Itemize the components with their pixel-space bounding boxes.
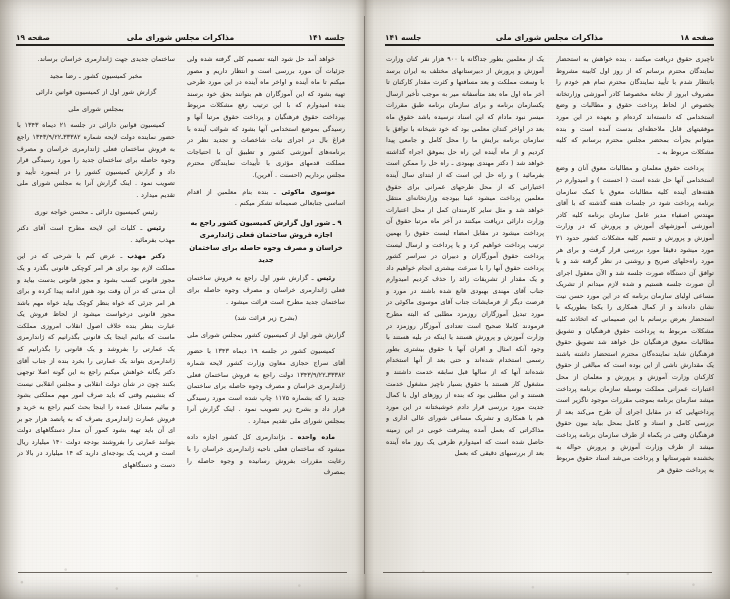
page-number-left: جلسه ۱۴۱ xyxy=(308,33,345,42)
running-head-right xyxy=(385,20,714,42)
columns-left-page xyxy=(16,54,345,566)
speaker-name: رئیس xyxy=(316,274,335,283)
paragraph: یک از معلمین بطور جداگانه با ۹۰۰ هزار نفر کنان وزارت آموزش و پرورش از دبیرستانهای مختلف به ایران برسد با وسعت مملکت و بعد مسافتها و کثرت مقدار کارکنان تا آخر ماه اول ماه بعد متأسفانه میر به موجب تأخیر ارسال یکسازمان برنامه و برای سازمان برنامه طبق مقررات میسر نبود مادام که این اسناد نرسیده باشد حقوق ماه بعد در اواخر کندان معلمی بود که خود شیخانه با توافق با سازمان برنامه برایش ما را محل کامل و جامعی پیدا کردیم و از ماه آینده این راه حل بموفق اجراء گذاشته خواهد شد ( دکتر مهندی بهبودی ـ راه حل را ممکن است بفرمائید ) و راه حل این است که از ابتدای سال آینده اختیاراتی که از محل طرحهای عمرانی برای حقوق معلمین پرداخت میشود عینا بیودجه وزارتخانه‌ای منتقل خواهد شد و مثل سایر کارمندان کمل از محل اعتبارات وزارت دارائی دریافت میکنند در آخر ماه مرتبا حقوق آن پرداخت میشود در مقابل امضاء لیست حقوق را بهمین ترتیب پرداخت خواهیم کرد و یا پرداخت و ارسال لیست پرداخت حقوق آموزگاران و دبیران در سراسر کشور پرداخت حقوق آنها را با سرعت بیشتری انجام خواهیم داد و یک مقدار از تشریفات زائد را حذف کردیم امیدوارم جناب آقای مهندی بهبودی قانع شده باشند در مورد و فرصت دیگر از فرمایشات جناب آقای موسوی ماکوئی در مورد تبدیل آموزگاران روزمزد مطلبی که البته مطرح فرمودند کاملا صحیح است تعدادی آموزگار روزمزد در وزارت آموزش و پرورش هستند یا اینکه در بلیه هستند با وجود آنکه امثال و اقران آنها با حقوق بیشتری بطور رسمی استخدام شده‌اند و حتی بعد از آنها استخدام شده‌اند آنها که از سالها قبل سابقه خدمت داشتند و مشغول کار هستند با حقوق بسیار ناچیز مشغول خدمت هستند و این مطلبی بود که بنده از روزهای اول با کمال جدیت مورد بررسی قرار دادم خوشبختانه در این مورد هم با همکاری و تشریک مساعی شورای عالی اداری و مذاکراتی که بعمل آمده پیشرفت خوبی در این زمینه حاصل شده است که امیدوارم ظرفی یک روز ماه آینده بعد از بررسیهای دقیقی که بعمل xyxy=(386,55,544,458)
paragraph: خواهد آمد حل شود البته تصمیم کلی گرفته شده ولی جزئیات آن مورد بررسی است و انتظار داریم و مصور میکنم تا ماه آینده و اواخر ماه آینده در این مورد طرحی تهیه بشود که این آموزگاران هم بتوانند بحق خود برسند بنده امیدوارم که با این ترتیب رفع مشکلات مربوط بپرداخت حقوق فرهنگیان و پرداخت حقوق مرتبا آنها و رسیدگی بموضع استخدامی آنها بشود که شوائب آینده با فراغ بال در اجرای نیات شاخصات و تجدید نظر در برنامه‌های آموزشی کشور و تطبیق آن با احتیاجات مملکت قدمهای مؤثری با تأییدات نمایندگان محترم مجلس برداریم (احسنت . آفرین). xyxy=(187,55,345,179)
page-number-right: جلسه ۱۴۱ xyxy=(385,33,422,42)
page-right xyxy=(365,0,730,599)
speech-text: ـ کلیات این لایحه مطرح است آقای دکتر مهذب بفرمائید . xyxy=(17,224,175,244)
clause-text: ـ بژاندارمری کل کشور اجازه داده میشود که ساختمان فعلی ناحیه ژاندارمری خراسان را با رعایت مقررات بفروش رسانیده و وجوه حاصله را بمصرف xyxy=(187,433,345,477)
paragraph: کمیسیون کشور در جلسه ۱۹ دیماه ۱۳۴۳ با حضور آقای سراج حجازی معاون وزارت کشور لایحه شماره ۳۳۳۸۲ـ۱۳۴۳/۹/۲۲ دولت راجع به فروش ساختمان فعلی ژاندارمری خراسان و مصرف وجوه حاصله برای ساختمان جدید را که بشماره ۱۱۷۵ چاپ شده است مورد رسیدگی قرار داد و بشرح زیر تصویب نمود . اینک گزارش آنرا بمجلس شورای ملی تقدیم میدارد . xyxy=(187,347,345,425)
report-addressee: بمجلس شورای ملی xyxy=(68,104,124,113)
agenda-item-heading: ۹ ـ شور اول گزارش کمیسیون کشور راجع به اجازه فروش ساختمان فعلی ژاندارمری خراسان و مصرف وجوه حاصله برای ساختمان جدید xyxy=(189,218,343,264)
running-title-left: مذاکرات مجلس شورای ملی xyxy=(126,33,235,42)
running-title-right: مذاکرات مجلس شورای ملی xyxy=(495,33,604,42)
paragraph: ساختمان جدیدی جهت ژاندارمری خراسان برساند. xyxy=(37,55,175,63)
paragraph: پرداخت حقوق معلمان و مطالبات معوق آنان و وضع استخدامی آنها حل شده است ( احسنت ) و امیدوارم در هفته‌های آینده کلیه مطالبات معوق با کمک سازمان برنامه پرداخت شود در جلسات هفته گذشته که با آقای مهندس اصفیاء مدیر عامل سازمان برنامه کلیه کادر آموزشی آموزشهای آموزش و پرورش که در وزارت آموزش و پرورش و تتمیم کلیه مشکلات کشور حدود ۲۱ مورد میشود دقیقا مورد بررسی قرار گرفت و برای هر مورد راه‌حلهای صریح و روشنی در نظر گرفته شد و با توافق آن دستگاه صورت جلسه شد و الآن معقول اجرای آن صورت جلسه هستیم و شده لازم میدانم از تشریک مساعی اولیای سازمان برنامه که در این مورد حسن نیت نشان داده‌اند و از کمال همکاری را یکجا بطوریکه با استحضار بعرض برسانم با این صمیمانی که اتخاذند کلیه مشکلات مربوط به پرداخت حقوق فرهنگیان و تشویق مطالبات معوق فرهنگیان حل خواهد شد تصویق حقوق فرهنگیان شاید نماینده‌گان محترم استحضار داشته باشند یک مقدارش ناشی از این بوده است که مبالغی از حقوق کارکنان وزارت آموزش و پرورش و معلمان از محل اعتبارات عمرانی مملکت بوسیله سازمان برنامه پرداخت میشد سازمان برنامه بموجب مقررات موجود ناگزیر است پرداختهایی که در مقابل اجرای آن طرح می‌کند بعد از بررسی کامل و اسناد و کامل بمحل بیاید بیون حقوق فرهنگیان وقتی در یکماه از طرف سازمان برنامه پرداخت میشد از طرف وزارت آموزش و پرورش حواله به بخشنده شهرستانها و پرداخت می‌شد اسناد حقوق مربوط به پرداخت حقوق هر xyxy=(556,164,714,474)
folio-right: صفحه ۱۸ xyxy=(680,33,714,42)
speech-text: ـ گزارش شور اول راجع به فروش ساختمان فعلی ژاندارمری خراسان و مصرف وجوه حاصله برای ساختمان جدید مطرح است قرائت میشود . xyxy=(187,274,345,306)
speech-text: ـ عرض کنم با شرحی که در این مملکت لازم بود برای هر امر کوچکی قانونی بگذرد و یک مجوز قانونی کسب بشود و مجوز قانونی بدست بیاید و آن مدتی که در آن وقت بود هنوز ادامه پیدا کرده و برای هر امر جزئی که خواه بنظر کوچک بیاید خواه مهم باشد مجوز قانونی درخواست میشود از لحاظ فروش یک عبارت بنظر بنده خلاف اصول انقلاب امروزی مملکت ماست که بیائیم اینجا یک قانونی بگذرانیم که ژاندارمری یک عمارتی را بفروشد و یک قانونی را بگذرانیم که ژاندارمری بتواند یک عمارتی را بخرد بنده از جناب آقای دکتر یگانه خواهش میکنم راجع به این گونه اصلا توجهی بکنند چون در شأن دولت انقلابی و مجلس انقلابی نیست که بنشینیم وقتی که باید صرف امور مهم مملکتی بشود و بیائیم مسائل عمده را اینجا بحث کنیم راجع به خرید و فروش عمارت ژاندارمری بصرف که به پانصد هزار جو بر ای آن باید تهیه بشود کمور آن مدار دستگاههای دولت بتوانند عمارتی را بفروشند بودجه دولت ۱۴۰ میلیارد ریال است و قریب یک بودجه‌ای دارید که ۱۴ میلیارد در بالا در دست و دستگاههای xyxy=(17,252,175,469)
speaker-name: موسوی ماکوئی xyxy=(281,187,335,196)
speech-block xyxy=(187,273,345,308)
speech-block xyxy=(17,251,175,471)
speaker-name: دکتر مهذب xyxy=(127,252,166,261)
speech-text: ـ بنده بنام معلمین از اقدام اساسی جنابعالی صمیمانه تشکر میکنم . xyxy=(187,187,345,208)
reading-note: (بشرح زیر قرائت شد) xyxy=(234,314,298,323)
signature-line: مخبر کمیسیون کشور ـ رضا مجید xyxy=(49,71,143,80)
header-rule-left xyxy=(16,44,345,46)
running-head-left xyxy=(16,20,345,42)
folio-left: صفحه ۱۹ xyxy=(16,33,50,42)
paragraph: ناچیزی حقوق دریافت میکنند ، بنده خواهش به استحضار نمایندگان محترم برسانم که از روز اول کابینه مشروط بانتظار شدم با تأیید نمایندگان محترم تمام هم خودم را مصروف ابروز از نخانه مخصوصا کادر آموزشی وزارتخانه بخصوص از لحاظ پرداخت حقوق و مطالبات و وضع استخدامی که دانسته‌اند کرده‌ام و بعهده در این مورد موفقیتهای قابل ملاحظه‌ای بدست آمده است و بنده میتوانم بجرأت بمحضر مجلس محترم برسانم که کلیه مشکلات مربوط به ـ xyxy=(556,55,714,156)
speech-block xyxy=(187,187,345,210)
report-title: گزارش شور اول از کمیسیون قوانین دارائی xyxy=(35,88,157,97)
report-title: گزارش شور اول از کمیسیون کشور بمجلس شورای ملی xyxy=(187,330,345,339)
column-right-page-right xyxy=(556,54,714,566)
footer-rule-right xyxy=(383,572,712,573)
signature-line: رئیس کمیسیون دارائی ـ محسن خواجه نوری xyxy=(34,207,158,216)
clause-label: ماده واحده xyxy=(297,433,336,442)
header-rule-right xyxy=(385,44,714,46)
column-right-page-left xyxy=(386,54,544,566)
speaker-name: رئیس xyxy=(146,224,165,233)
speech-block xyxy=(187,432,345,478)
column-left-page-right xyxy=(187,54,345,566)
footer-rule-left xyxy=(18,572,347,573)
paragraph: کمیسیون قوانین دارائی در جلسه ۲۱ دیماه ۱۳۴۳ با حضور نماینده دولت لایحه شماره ۳۳۳۸۲ـ۱۳۴۳/۹/۲۲ راجع به فروش ساختمان فعلی ژاندارمری خراسان و مصرف وجوه حاصله برای ساختمان جدید را مورد رسیدگی قرار داد و گزارش کمیسیون کشور را در اینمورد تأیید و تصویب نمود . اینک گزارش آنرا به مجلس شورای ملی تقدیم میدارد . xyxy=(17,121,175,199)
columns-right-page xyxy=(385,54,714,566)
column-left-page-left xyxy=(17,54,175,566)
speech-block xyxy=(17,223,175,246)
